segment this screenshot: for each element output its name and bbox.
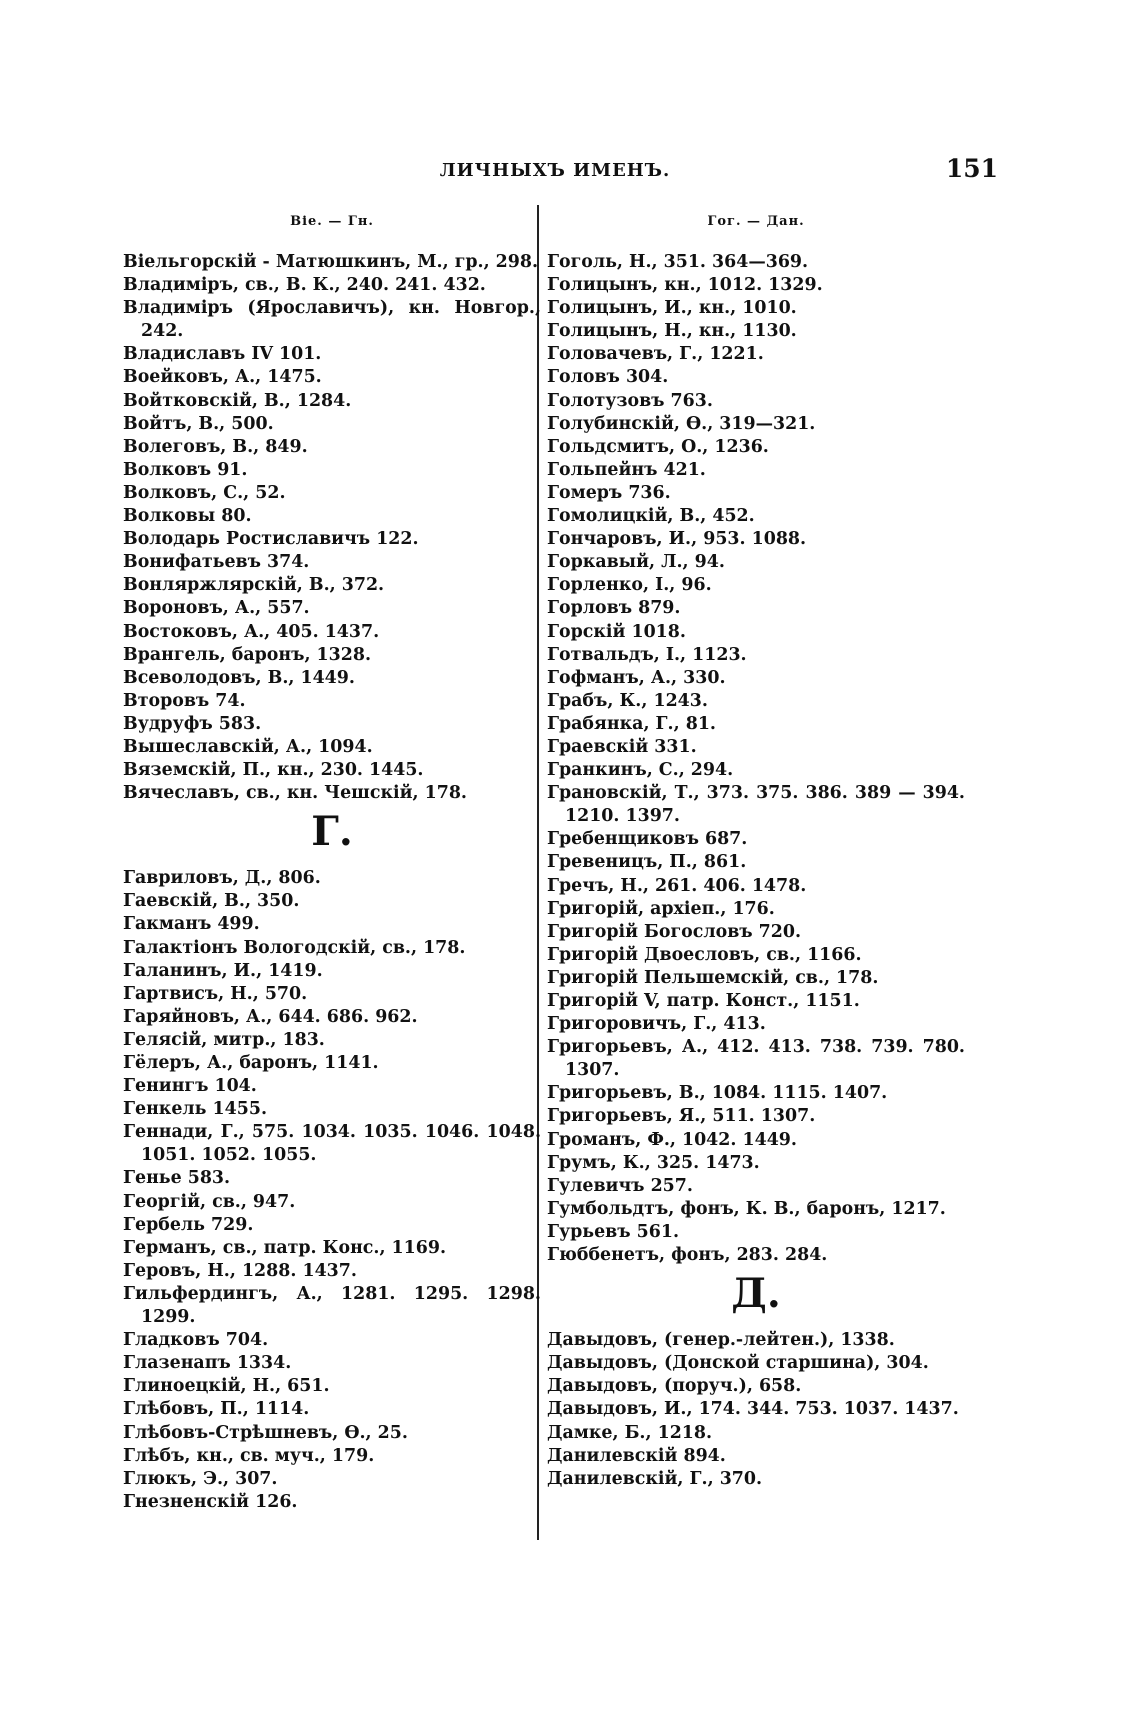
index-entry: Григорій V, патр. Конст., 1151.: [547, 991, 860, 1011]
index-entry: Вонляржлярскій, В., 372.: [123, 575, 385, 596]
index-entry: Грабъ, К., 1243.: [547, 690, 708, 711]
index-entry: Волковы 80.: [123, 506, 252, 527]
index-entry: Голицынъ, И., кн., 1010.: [547, 298, 797, 319]
index-entry: Данилевскій 894.: [547, 1445, 726, 1466]
index-entry: Всеволодовъ, В., 1449.: [123, 667, 355, 688]
index-entry: Григорьевъ, А., 412. 413. 738. 739. 780. 1307.: [547, 1037, 965, 1081]
index-entry: Владиміръ (Ярославичъ), кн. Новгор., 242.: [123, 298, 541, 342]
index-entry: Горскій 1018.: [547, 621, 686, 642]
index-entry: Давыдовъ, (поруч.), 658.: [547, 1376, 802, 1397]
index-entry: Голицынъ, Н., кн., 1130.: [547, 321, 797, 342]
index-entry: Григоровичъ, Г., 413.: [547, 1014, 766, 1035]
index-entry: Горленко, І., 96.: [547, 575, 712, 596]
index-entry: Григорьевъ, Я., 511. 1307.: [547, 1106, 816, 1127]
index-entry: Генкель 1455.: [123, 1099, 267, 1120]
index-entry: Григорій Богословъ 720.: [547, 921, 802, 942]
index-entry: Гелясій, митр., 183.: [123, 1029, 325, 1050]
index-entry: Гольпейнъ 421.: [547, 459, 706, 480]
index-entry: Головачевъ, Г., 1221.: [547, 344, 764, 365]
index-entry: Готвальдъ, І., 1123.: [547, 644, 747, 665]
index-entry: Вяземскій, П., кн., 230. 1445.: [123, 760, 424, 781]
index-entry: Віельгорскій - Матюшкинъ, М., гр., 298.: [123, 252, 539, 272]
index-entry: Глѣбовъ, П., 1114.: [123, 1399, 310, 1420]
index-entry: Вячеславъ, св., кн. Чешскій, 178.: [123, 783, 467, 804]
index-entry: Гюббенетъ, фонъ, 283. 284.: [547, 1245, 828, 1266]
index-entry: Горловъ 879.: [547, 598, 681, 619]
index-entry: Гладковъ 704.: [123, 1330, 269, 1351]
index-entry: Генье 583.: [123, 1168, 231, 1189]
index-entry: Володарь Ростиславичъ 122.: [123, 529, 419, 550]
index-entry: Гакманъ 499.: [123, 914, 260, 935]
index-entry: Григорій Двоесловъ, св., 1166.: [547, 944, 862, 965]
index-entry: Гончаровъ, И., 953. 1088.: [547, 529, 807, 550]
index-entry: Голотузовъ 763.: [547, 390, 713, 411]
index-entry: Григорій, архіеп., 176.: [547, 898, 775, 919]
index-entry: Граевскій 331.: [547, 736, 697, 757]
index-entry: Гольдсмитъ, О., 1236.: [547, 436, 769, 457]
index-entry: Гумбольдтъ, фонъ, К. В., баронъ, 1217.: [547, 1198, 946, 1219]
left-column: [123, 210, 541, 1514]
index-entry: Глюкъ, Э., 307.: [123, 1468, 278, 1489]
index-entry: Глѣбовъ-Стрѣшневъ, Ѳ., 25.: [123, 1422, 408, 1443]
index-entry: Гранкинъ, С., 294.: [547, 760, 734, 781]
right-column: [547, 210, 965, 1491]
index-entry: Владиміръ, св., В. К., 240. 241. 432.: [123, 275, 486, 296]
index-entry: Вышеславскій, А., 1094.: [123, 736, 373, 757]
index-entry: Гречъ, Н., 261. 406. 1478.: [547, 875, 807, 896]
index-entry: Волковъ, С., 52.: [123, 482, 286, 503]
index-entry: Генингъ 104.: [123, 1076, 257, 1097]
index-entry: Гомеръ 736.: [547, 482, 671, 503]
index-entry: Гребенщиковъ 687.: [547, 829, 748, 850]
index-entry: Гулевичъ 257.: [547, 1175, 693, 1196]
right-entries-d: [547, 1329, 965, 1491]
left-entries-v: [123, 251, 541, 805]
index-entry: Давыдовъ, (Донской старшина), 304.: [547, 1353, 929, 1374]
index-entry: Войтъ, В., 500.: [123, 413, 274, 434]
index-entry: Воейковъ, А., 1475.: [123, 367, 322, 388]
index-entry: Вонифатьевъ 374.: [123, 552, 310, 573]
index-entry: Глѣбъ, кн., св. муч., 179.: [123, 1445, 375, 1466]
letter-heading-g: Г.: [311, 808, 353, 856]
index-entry: Гаевскій, В., 350.: [123, 891, 300, 912]
page-title: ЛИЧНЫХЪ ИМЕНЪ.: [439, 160, 671, 181]
left-entries-g: [123, 867, 541, 1514]
page-number: 151: [945, 154, 998, 183]
index-entry: Владиславъ IV 101.: [123, 344, 322, 365]
index-entry: Волеговъ, В., 849.: [123, 436, 308, 457]
index-entry: Геровъ, Н., 1288. 1437.: [123, 1260, 357, 1281]
index-entry: Глазенапъ 1334.: [123, 1353, 292, 1374]
running-head-left: Віе. — Гн.: [290, 214, 374, 229]
index-entry: Гурьевъ 561.: [547, 1221, 680, 1242]
index-entry: Войтковскій, В., 1284.: [123, 390, 352, 411]
index-entry: Гнезненскій 126.: [123, 1491, 298, 1512]
index-entry: Галактіонъ Вологодскій, св., 178.: [123, 937, 466, 958]
index-entry: Вороновъ, А., 557.: [123, 598, 310, 619]
index-entry: Глиноецкій, Н., 651.: [123, 1376, 330, 1397]
index-entry: Горкавый, Л., 94.: [547, 552, 725, 573]
index-entry: Геннади, Г., 575. 1034. 1035. 1046. 1048. 1051. 1052. 1055.: [123, 1122, 541, 1166]
index-entry: Грановскій, Т., 373. 375. 386. 389 — 394. 1210. 1397.: [547, 783, 965, 827]
page-header: [120, 154, 998, 192]
index-entry: Георгій, св., 947.: [123, 1191, 296, 1212]
index-entry: Гаряйновъ, А., 644. 686. 962.: [123, 1006, 418, 1027]
index-entry: Гревеницъ, П., 861.: [547, 852, 747, 873]
index-entry: Гильфердингъ, А., 1281. 1295. 1298. 1299.: [123, 1283, 541, 1328]
index-entry: Вудруфъ 583.: [123, 713, 262, 734]
index-entry: Врангель, баронъ, 1328.: [123, 644, 372, 665]
right-entries-g: [547, 251, 965, 1267]
index-entry: Гоголь, Н., 351. 364—369.: [547, 252, 809, 272]
index-entry: Второвъ 74.: [123, 690, 246, 711]
running-head-right: Гог. — Дан.: [707, 214, 805, 229]
index-entry: Гавриловъ, Д., 806.: [123, 868, 321, 889]
index-entry: Давыдовъ, (генер.-лейтен.), 1338.: [547, 1330, 895, 1351]
index-entry: Давыдовъ, И., 174. 344. 753. 1037. 1437.: [547, 1399, 959, 1420]
index-entry: Громанъ, Ф., 1042. 1449.: [547, 1129, 797, 1150]
index-entry: Голубинскій, Ѳ., 319—321.: [547, 413, 816, 434]
index-entry: Востоковъ, А., 405. 1437.: [123, 621, 380, 642]
index-entry: Грумъ, К., 325. 1473.: [547, 1152, 760, 1173]
index-entry: Григорій Пельшемскій, св., 178.: [547, 967, 879, 988]
index-entry: Гербель 729.: [123, 1214, 254, 1235]
index-entry: Германъ, св., патр. Конс., 1169.: [123, 1237, 447, 1258]
index-entry: Дамке, Б., 1218.: [547, 1422, 713, 1443]
index-entry: Волковъ 91.: [123, 459, 248, 480]
index-entry: Голицынъ, кн., 1012. 1329.: [547, 275, 823, 296]
index-entry: Головъ 304.: [547, 367, 669, 388]
index-entry: Данилевскій, Г., 370.: [547, 1468, 763, 1489]
index-entry: Григорьевъ, В., 1084. 1115. 1407.: [547, 1083, 888, 1104]
index-entry: Грабянка, Г., 81.: [547, 713, 716, 734]
index-entry: Гартвисъ, Н., 570.: [123, 983, 308, 1004]
index-entry: Гомолицкій, В., 452.: [547, 506, 755, 527]
letter-heading-d: Д.: [731, 1270, 781, 1318]
index-entry: Гёлеръ, А., баронъ, 1141.: [123, 1053, 379, 1073]
index-entry: Гофманъ, А., 330.: [547, 667, 726, 688]
index-entry: Галанинъ, И., 1419.: [123, 960, 323, 981]
